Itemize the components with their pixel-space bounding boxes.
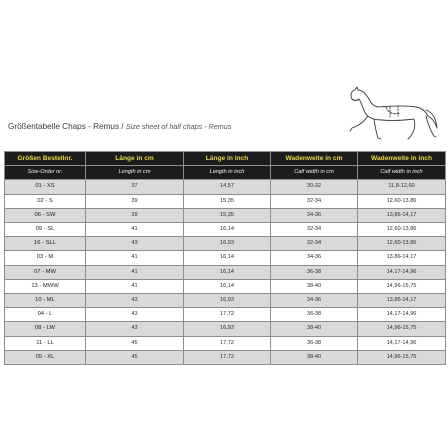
length-inch-cell: 15,35 <box>184 208 271 222</box>
calf-inch-cell: 13,86-14,17 <box>358 208 446 222</box>
length-inch-cell: 16,14 <box>184 223 271 237</box>
size-cell: 08 - LW <box>5 322 86 336</box>
length-cm-cell: 37 <box>86 180 184 194</box>
table-row <box>5 308 446 322</box>
length-cm-cell: 41 <box>86 223 184 237</box>
calf-cm-cell: 36-38 <box>271 265 358 279</box>
length-cm-cell: 43 <box>86 294 184 308</box>
subheader-length-inch: Length in inch <box>184 166 271 180</box>
calf-cm-cell: 38-40 <box>271 279 358 293</box>
calf-cm-cell: 30-32 <box>271 180 358 194</box>
table-row <box>5 237 446 251</box>
length-cm-cell: 45 <box>86 350 184 364</box>
length-inch-cell: 16,93 <box>184 237 271 251</box>
length-inch-cell: 14,57 <box>184 180 271 194</box>
header-length-cm: Länge in cm <box>86 152 184 166</box>
size-cell: 05 - XL <box>5 350 86 364</box>
table-row <box>5 194 446 208</box>
table-row <box>5 294 446 308</box>
calf-inch-cell: 14,17-14,96 <box>358 308 446 322</box>
length-inch-cell: 16,14 <box>184 251 271 265</box>
calf-inch-cell: 13,86-14,17 <box>358 251 446 265</box>
subheader-length-cm: Length in cm <box>86 166 184 180</box>
table-row <box>5 180 446 194</box>
calf-cm-cell: 38-40 <box>271 322 358 336</box>
header-size: Größen Bestellnr. <box>5 152 86 166</box>
calf-inch-cell: 14,17-14,96 <box>358 265 446 279</box>
calf-inch-cell: 12,60-13,86 <box>358 237 446 251</box>
calf-cm-cell: 36-38 <box>271 308 358 322</box>
size-cell: 02 - S <box>5 194 86 208</box>
calf-cm-cell: 34-36 <box>271 208 358 222</box>
table-row <box>5 251 446 265</box>
calf-cm-cell: 32-34 <box>271 223 358 237</box>
size-chart-table <box>4 151 446 365</box>
length-inch-cell: 15,35 <box>184 194 271 208</box>
subheader-calf-inch: Calf width in inch <box>358 166 446 180</box>
length-cm-cell: 43 <box>86 322 184 336</box>
length-inch-cell: 16,93 <box>184 322 271 336</box>
table-row <box>5 350 446 364</box>
calf-cm-cell: 34-36 <box>271 251 358 265</box>
subheader-calf-cm: Calf width in cm <box>271 166 358 180</box>
length-cm-cell: 39 <box>86 208 184 222</box>
calf-cm-cell: 32-34 <box>271 237 358 251</box>
size-cell: 04 - L <box>5 308 86 322</box>
calf-inch-cell: 12,60-13,86 <box>358 194 446 208</box>
length-inch-cell: 16,14 <box>184 279 271 293</box>
size-cell: 09 - SL <box>5 223 86 237</box>
length-cm-cell: 41 <box>86 279 184 293</box>
subheader-size: Size-Order nr. <box>5 166 86 180</box>
size-cell: 16 - SLL <box>5 237 86 251</box>
calf-inch-cell: 14,96-15,75 <box>358 350 446 364</box>
header-calf-inch: Wadenweite in inch <box>358 152 446 166</box>
header-length-inch: Länge in inch <box>184 152 271 166</box>
length-inch-cell: 17,72 <box>184 308 271 322</box>
subheader-row <box>5 166 446 180</box>
calf-inch-cell: 12,60-13,86 <box>358 223 446 237</box>
length-cm-cell: 43 <box>86 308 184 322</box>
calf-inch-cell: 13,86-14,17 <box>358 294 446 308</box>
length-cm-cell: 41 <box>86 265 184 279</box>
size-cell: 13 - MWW <box>5 279 86 293</box>
size-cell: 06 - SW <box>5 208 86 222</box>
calf-cm-cell: 36-38 <box>271 336 358 350</box>
length-inch-cell: 17,72 <box>184 350 271 364</box>
length-inch-cell: 16,93 <box>184 294 271 308</box>
page-title <box>8 122 231 131</box>
length-cm-cell: 45 <box>86 336 184 350</box>
length-cm-cell: 41 <box>86 251 184 265</box>
table-row <box>5 223 446 237</box>
calf-cm-cell: 32-34 <box>271 194 358 208</box>
calf-inch-cell: 14,96-15,75 <box>358 279 446 293</box>
table-row <box>5 279 446 293</box>
calf-inch-cell: 14,96-15,75 <box>358 322 446 336</box>
length-inch-cell: 16,14 <box>184 265 271 279</box>
size-cell: 11 - LL <box>5 336 86 350</box>
table-row <box>5 265 446 279</box>
length-cm-cell: 43 <box>86 237 184 251</box>
horse-icon <box>342 86 440 142</box>
length-inch-cell: 17,72 <box>184 336 271 350</box>
size-cell: 03 - M <box>5 251 86 265</box>
title-main: Größentabelle Chaps - Remus / <box>8 122 126 131</box>
table-row <box>5 322 446 336</box>
calf-cm-cell: 34-36 <box>271 294 358 308</box>
size-cell: 10 - ML <box>5 294 86 308</box>
size-cell: 01 - XS <box>5 180 86 194</box>
calf-inch-cell: 11,8-12,60 <box>358 180 446 194</box>
calf-inch-cell: 14,17-14,96 <box>358 336 446 350</box>
length-cm-cell: 39 <box>86 194 184 208</box>
title-sub: Size sheet of half chaps - Remus <box>125 122 232 131</box>
header-row <box>5 152 446 166</box>
header-calf-cm: Wadenweite in cm <box>271 152 358 166</box>
table-row <box>5 208 446 222</box>
calf-cm-cell: 38-40 <box>271 350 358 364</box>
size-cell: 07 - MW <box>5 265 86 279</box>
table-row <box>5 336 446 350</box>
